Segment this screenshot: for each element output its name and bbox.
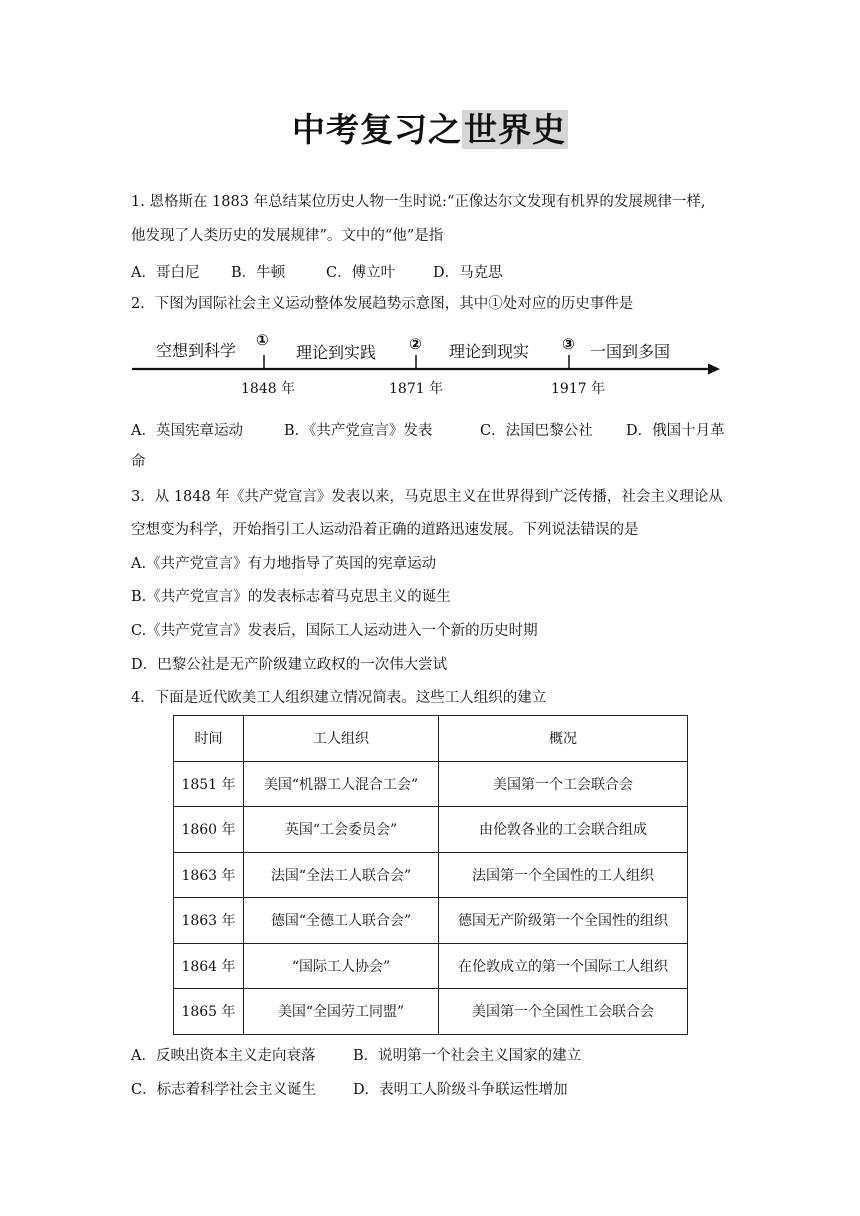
q4-option-d: D．表明工人阶级斗争联运性增加 <box>353 1082 568 1098</box>
timeline-segment-3: 理论到现实 <box>449 342 530 361</box>
table-header-organization: 工人组织 <box>244 716 439 762</box>
table-cell-organization: 法国“全法工人联合会” <box>244 852 439 898</box>
table-cell-organization: 英国“工会委员会” <box>244 807 439 853</box>
labor-organizations-table <box>173 715 688 1035</box>
q4-option-b: B．说明第一个社会主义国家的建立 <box>353 1048 582 1064</box>
table-cell-time: 1864 年 <box>174 943 244 989</box>
table-cell-overview: 在伦敦成立的第一个国际工人组织 <box>439 943 688 989</box>
timeline-year-3: 1917 年 <box>551 381 606 397</box>
table-row <box>174 989 688 1035</box>
q1-stem-line1: 1. 恩格斯在 1883 年总结某位历史人物一生时说:“正像达尔文发现有机界的发展规律一样, <box>131 194 706 210</box>
table-header-overview: 概况 <box>439 716 688 762</box>
timeline-arrow-icon <box>708 364 720 375</box>
q1-option-b: B．牛顿 <box>231 265 286 281</box>
table-cell-overview: 美国第一个工会联合会 <box>439 761 688 807</box>
q4-options-line1 <box>131 1044 581 1065</box>
timeline-segment-2: 理论到实践 <box>296 343 377 362</box>
timeline-marker-2: ② <box>409 335 422 353</box>
q3-option-d: D．巴黎公社是无产阶级建立政权的一次伟大尝试 <box>131 657 448 673</box>
timeline-year-2: 1871 年 <box>389 381 444 397</box>
title-main: 中考复习之 <box>292 110 462 149</box>
q3-stem-line1: 3．从 1848 年《共产党宣言》发表以来，马克思主义在世界得到广泛传播，社会主义理论从 <box>131 489 723 505</box>
q1-option-d: D．马克思 <box>433 265 503 281</box>
timeline-marker-1: ① <box>256 331 269 349</box>
page-title <box>0 104 860 151</box>
q2-option-b: B．《共产党宣言》发表 <box>284 423 433 439</box>
table-row <box>174 807 688 853</box>
q4-options-line2 <box>131 1078 568 1099</box>
timeline-marker-3: ③ <box>562 335 575 353</box>
table-cell-organization: 美国“全国劳工同盟” <box>244 989 439 1035</box>
q3-stem-line2: 空想变为科学，开始指引工人运动沿着正确的道路迅速发展。下列说法错误的是 <box>131 522 639 538</box>
q2-option-d: D．俄国十月革 <box>626 423 725 439</box>
timeline-segment-1: 空想到科学 <box>156 341 237 360</box>
table-cell-time: 1863 年 <box>174 898 244 944</box>
table-cell-overview: 法国第一个全国性的工人组织 <box>439 852 688 898</box>
table-cell-time: 1860 年 <box>174 807 244 853</box>
q2-options <box>131 419 725 440</box>
q3-option-a: A.《共产党宣言》有力地指导了英国的宪章运动 <box>131 556 437 572</box>
table-cell-organization: 德国“全德工人联合会” <box>244 898 439 944</box>
table-cell-overview: 德国无产阶级第一个全国性的组织 <box>439 898 688 944</box>
table-cell-time: 1851 年 <box>174 761 244 807</box>
q2-option-d-wrap: 命 <box>131 454 146 470</box>
table-header-time: 时间 <box>174 716 244 762</box>
q3-option-c: C.《共产党宣言》发表后，国际工人运动进入一个新的历史时期 <box>131 623 538 639</box>
title-highlight: 世界史 <box>464 110 566 149</box>
table-cell-overview: 美国第一个全国性工会联合会 <box>439 989 688 1035</box>
table-cell-time: 1863 年 <box>174 852 244 898</box>
q2-option-a: A．英国宪章运动 <box>131 423 243 439</box>
table-cell-organization: 美国“机器工人混合工会” <box>244 761 439 807</box>
table-cell-time: 1865 年 <box>174 989 244 1035</box>
q4-option-a: A．反映出资本主义走向衰落 <box>131 1048 316 1064</box>
timeline-year-1: 1848 年 <box>241 381 296 397</box>
table-cell-overview: 由伦敦各业的工会联合组成 <box>439 807 688 853</box>
table-row <box>174 761 688 807</box>
q2-option-c: C．法国巴黎公社 <box>480 423 593 439</box>
table-header-row <box>174 716 688 762</box>
table-row <box>174 852 688 898</box>
q4-stem: 4．下面是近代欧美工人组织建立情况简表。这些工人组织的建立 <box>131 690 547 706</box>
timeline-segment-4: 一国到多国 <box>590 342 671 361</box>
q3-option-b: B.《共产党宣言》的发表标志着马克思主义的诞生 <box>131 589 451 605</box>
q1-option-c: C．傅立叶 <box>326 265 396 281</box>
table-row <box>174 943 688 989</box>
timeline-diagram <box>130 328 730 402</box>
q1-stem-line2: 他发现了人类历史的发展规律”。文中的“他”是指 <box>131 228 444 244</box>
table-row <box>174 898 688 944</box>
q4-option-c: C．标志着科学社会主义诞生 <box>131 1082 317 1098</box>
table-cell-organization: “国际工人协会” <box>244 943 439 989</box>
q1-option-a: A．哥白尼 <box>131 265 200 281</box>
q2-stem: 2．下图为国际社会主义运动整体发展趋势示意图，其中①处对应的历史事件是 <box>131 296 634 312</box>
q1-options <box>131 261 503 282</box>
